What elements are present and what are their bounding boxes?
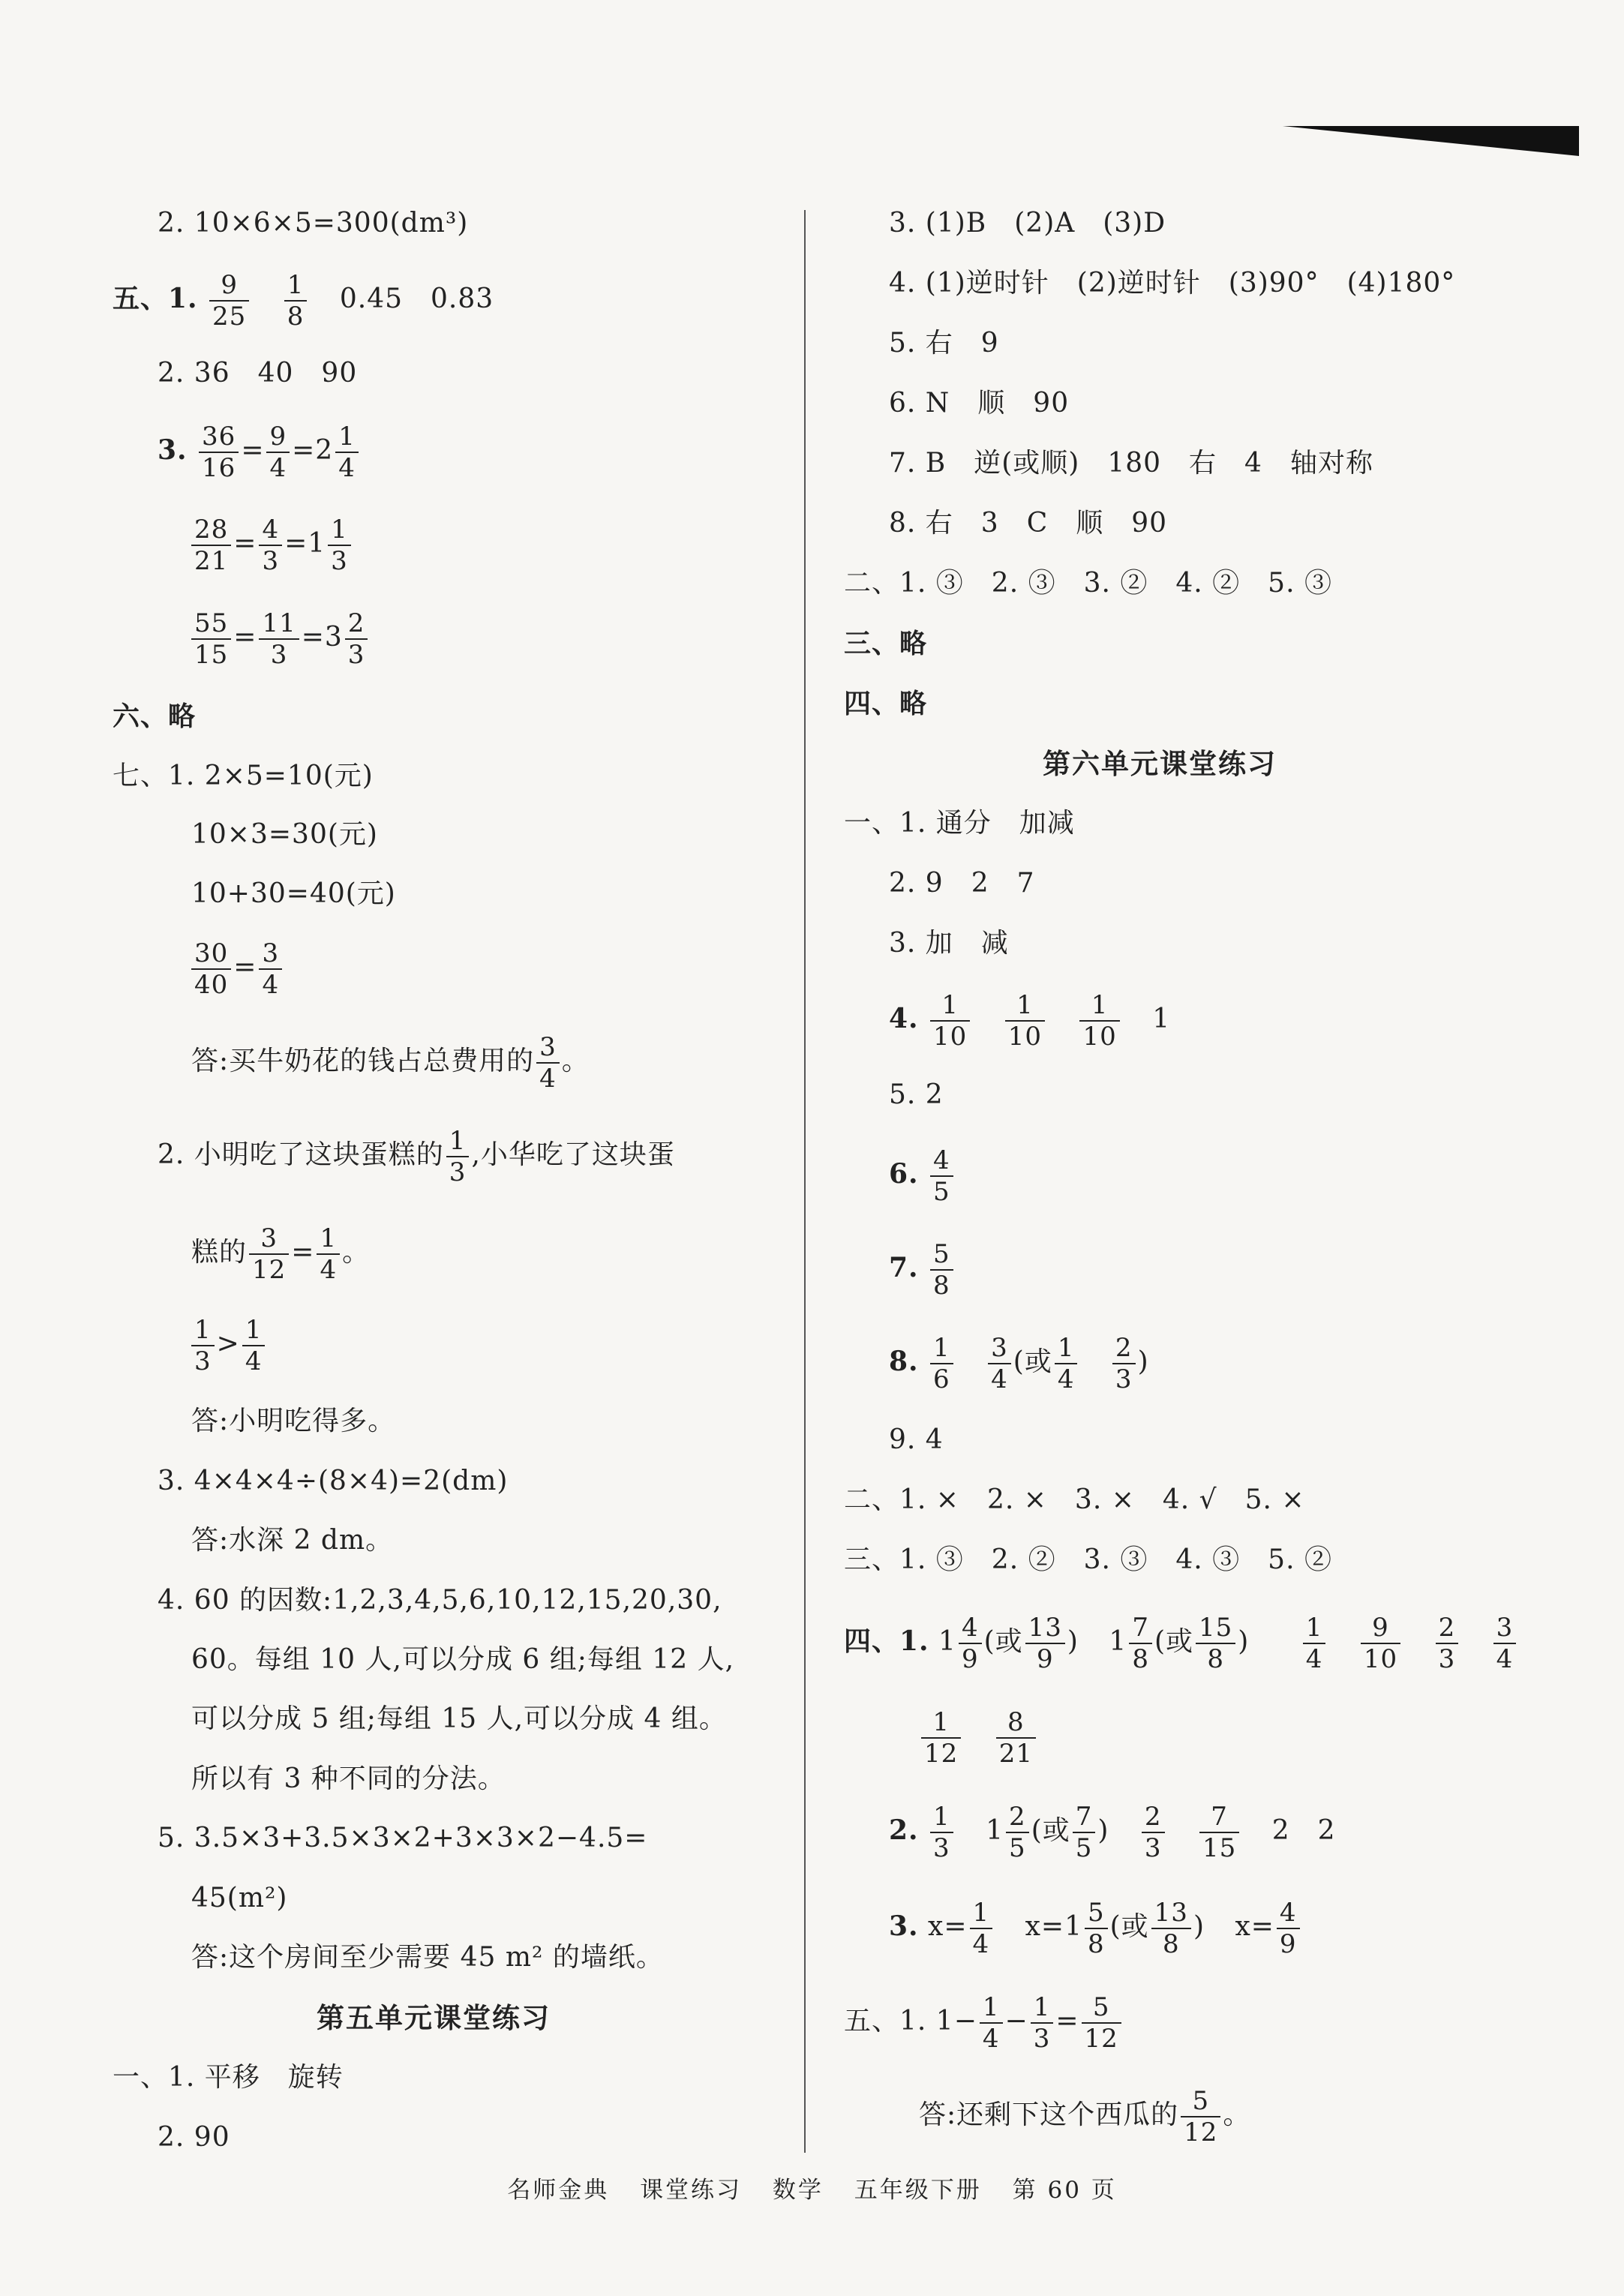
right-line-19: 二、1. × 2. × 3. × 4. √ 5. × — [844, 1484, 1305, 1515]
fraction: $\frac{1}{4}$ — [980, 1994, 1003, 2051]
right-line-26: 答:还剩下这个西瓜的 $\frac{5}{12}$ 。 — [919, 2086, 1251, 2147]
fraction: $\frac{5}{8}$ — [1085, 1900, 1108, 1957]
right-line-9: 四、略 — [844, 688, 928, 719]
right-line-24: 3. x= $\frac{1}{4}$ x=1 $\frac{5}{8}$ (或 $\frac{13}{8}$ ) x= $\frac{4}{9}$ — [889, 1896, 1302, 1956]
right-line-7: 二、1. ③ 2. ③ 3. ② 4. ② 5. ③ — [844, 568, 1332, 599]
left-line-20: 60。每组 10 人,可以分成 6 组;每组 12 人, — [191, 1644, 735, 1675]
left-line-8: 七、1. 2×5=10(元) — [113, 761, 374, 791]
fraction: $\frac{4}{3}$ — [259, 517, 282, 574]
fraction: $\frac{36}{16}$ — [199, 424, 239, 481]
right-line-21: 四、1. 1 $\frac{4}{9}$ (或 $\frac{13}{9}$ ) 1 $\frac{7}{8}$ (或 $\frac{15}{8}$ ) $\frac{1}{4}$ $\frac{9}{10}$ $\frac{2}{3}$ $\frac{3}{4}$ — [844, 1611, 1518, 1671]
fraction: $\frac{15}{8}$ — [1196, 1615, 1235, 1672]
fraction: $\frac{8}{21}$ — [996, 1709, 1036, 1766]
left-line-2: 五、1. $\frac{9}{25}$ $\frac{1}{8}$ 0.45 0.83 — [113, 270, 494, 332]
right-line-14: 5. 2 — [889, 1079, 944, 1110]
left-line-1: 2. 10×6×5=300(dm³) — [158, 208, 469, 239]
fraction: $\frac{9}{25}$ — [209, 272, 249, 329]
fraction: $\frac{1}{8}$ — [284, 272, 308, 329]
left-line-14: 糕的 $\frac{3}{12}$ = $\frac{1}{4}$ 。 — [191, 1223, 371, 1285]
fraction: $\frac{7}{8}$ — [1129, 1615, 1152, 1672]
fraction: $\frac{2}{3}$ — [1436, 1615, 1459, 1672]
fraction: $\frac{7}{15}$ — [1199, 1804, 1239, 1861]
right-line-10: 一、1. 通分 加减 — [844, 808, 1075, 839]
left-line-19: 4. 60 的因数:1,2,3,4,5,6,10,12,15,20,30, — [158, 1585, 722, 1616]
fraction: $\frac{2}{5}$ — [1006, 1804, 1029, 1861]
left-line-7: 六、略 — [113, 701, 197, 732]
right-line-5: 7. B 逆(或顺) 180 右 4 轴对称 — [889, 448, 1373, 479]
fraction: $\frac{4}{9}$ — [1277, 1900, 1300, 1957]
right-line-2: 4. (1)逆时针 (2)逆时针 (3)90° (4)180° — [889, 268, 1456, 299]
fraction: $\frac{7}{5}$ — [1073, 1804, 1096, 1861]
footer-grade: 五年级下册 — [854, 2177, 982, 2204]
fraction: $\frac{1}{3}$ — [930, 1804, 953, 1861]
right-line-3: 5. 右 9 — [889, 328, 999, 359]
right-line-6: 8. 右 3 C 顺 90 — [889, 508, 1168, 539]
left-line-13: 2. 小明吃了这块蛋糕的 $\frac{1}{3}$ ,小华吃了这块蛋 — [158, 1126, 675, 1187]
fraction: $\frac{11}{3}$ — [259, 611, 299, 668]
left-line-4: 3. $\frac{36}{16}$ = $\frac{9}{4}$ =2 $\frac{1}{4}$ — [158, 420, 361, 480]
fraction: $\frac{28}{21}$ — [191, 517, 231, 574]
fraction: $\frac{3}{4}$ — [536, 1034, 560, 1091]
fraction: $\frac{9}{10}$ — [1361, 1615, 1400, 1672]
fraction: $\frac{1}{6}$ — [930, 1335, 953, 1392]
left-line-12: 答:买牛奶花的钱占总费用的 $\frac{3}{4}$ 。 — [191, 1032, 590, 1094]
fraction: $\frac{1}{4}$ — [335, 424, 359, 481]
fraction: $\frac{5}{12}$ — [1082, 1994, 1121, 2051]
right-line-8: 三、略 — [844, 628, 928, 659]
left-line-5: $\frac{28}{21}$ = $\frac{4}{3}$ =1 $\frac{1}{3}$ — [189, 514, 353, 574]
fraction: $\frac{5}{8}$ — [930, 1241, 953, 1298]
left-line-24: 45(m²) — [191, 1883, 288, 1913]
left-line-3: 2. 36 40 90 — [158, 358, 358, 389]
fraction: $\frac{3}{4}$ — [988, 1335, 1011, 1392]
left-line-23: 5. 3.5×3+3.5×3×2+3×3×2−4.5= — [158, 1823, 648, 1853]
fraction: $\frac{1}{3}$ — [191, 1317, 215, 1374]
left-line-17: 3. 4×4×4÷(8×4)=2(dm) — [158, 1466, 509, 1496]
footer-page-number: 第 60 页 — [1012, 2177, 1117, 2204]
left-line-15: $\frac{1}{3}$ > $\frac{1}{4}$ — [189, 1314, 267, 1374]
section-title-unit6: 第六单元课堂练习 — [1043, 747, 1277, 780]
left-line-11: $\frac{30}{40}$ = $\frac{3}{4}$ — [189, 938, 284, 998]
left-line-16: 答:小明吃得多。 — [191, 1406, 396, 1436]
footer-series: 课堂练习 — [640, 2177, 743, 2204]
fraction: $\frac{4}{5}$ — [930, 1148, 953, 1205]
right-line-17: 8. $\frac{1}{6}$ $\frac{3}{4}$ (或 $\frac{1}{4}$ $\frac{2}{3}$ ) — [889, 1333, 1149, 1394]
right-line-18: 9. 4 — [889, 1424, 944, 1455]
fraction: $\frac{1}{4}$ — [317, 1226, 340, 1283]
fraction: $\frac{30}{40}$ — [191, 941, 231, 998]
fraction: $\frac{13}{9}$ — [1025, 1615, 1065, 1672]
fraction: $\frac{2}{3}$ — [345, 611, 368, 668]
column-divider — [804, 210, 806, 2153]
right-line-20: 三、1. ③ 2. ② 3. ③ 4. ③ 5. ② — [844, 1544, 1332, 1575]
right-line-23: 2. $\frac{1}{3}$ 1 $\frac{2}{5}$ (或 $\frac{7}{5}$ ) $\frac{2}{3}$ $\frac{7}{15}$ 2 2 — [889, 1802, 1336, 1863]
left-line-6: $\frac{55}{15}$ = $\frac{11}{3}$ =3 $\frac{2}{3}$ — [189, 608, 370, 668]
fraction: $\frac{13}{8}$ — [1151, 1900, 1191, 1957]
fraction: $\frac{5}{12}$ — [1181, 2088, 1220, 2145]
right-line-25: 五、1. 1− $\frac{1}{4}$ − $\frac{1}{3}$ = $\frac{5}{12}$ — [844, 1991, 1124, 2051]
fraction: $\frac{1}{10}$ — [1005, 992, 1045, 1049]
fraction: $\frac{1}{3}$ — [446, 1128, 470, 1185]
fraction: $\frac{1}{3}$ — [328, 517, 351, 574]
right-line-12: 3. 加 减 — [889, 928, 1009, 959]
fraction: $\frac{9}{4}$ — [266, 424, 290, 481]
left-line-27: 2. 90 — [158, 2122, 230, 2153]
fraction: $\frac{3}{12}$ — [249, 1226, 289, 1283]
fraction: $\frac{1}{10}$ — [1079, 992, 1119, 1049]
right-line-22 — [919, 1706, 1038, 1769]
right-line-13: 4. $\frac{1}{10}$ $\frac{1}{10}$ $\frac{1}{10}$ 1 — [889, 990, 1171, 1052]
fraction: $\frac{1}{3}$ — [1031, 1994, 1054, 2051]
fraction: $\frac{1}{10}$ — [930, 992, 970, 1049]
left-line-18: 答:水深 2 dm。 — [191, 1525, 394, 1556]
right-line-11: 2. 9 2 7 — [889, 868, 1035, 899]
fraction: $\frac{1}{4}$ — [1303, 1615, 1326, 1672]
right-line-4: 6. N 顺 90 — [889, 388, 1070, 419]
footer-brand: 名师金典 — [507, 2177, 610, 2204]
footer-subject: 数学 — [772, 2177, 824, 2204]
fraction: $\frac{2}{3}$ — [1112, 1335, 1136, 1392]
left-line-9: 10×3=30(元) — [191, 819, 378, 850]
left-line-21: 可以分成 5 组;每组 15 人,可以分成 4 组。 — [191, 1703, 727, 1734]
left-line-22: 所以有 3 种不同的分法。 — [191, 1763, 506, 1794]
fraction: $\frac{1}{4}$ — [242, 1317, 266, 1374]
left-line-26: 一、1. 平移 旋转 — [113, 2062, 344, 2093]
right-line-16: 7. $\frac{5}{8}$ — [889, 1238, 956, 1298]
fraction: $\frac{4}{9}$ — [959, 1615, 982, 1672]
right-line-1: 3. (1)B (2)A (3)D — [889, 208, 1166, 239]
left-line-10: 10+30=40(元) — [191, 878, 396, 909]
fraction: $\frac{1}{4}$ — [1055, 1335, 1078, 1392]
fraction: $\frac{3}{4}$ — [1493, 1615, 1517, 1672]
section-title-unit5: 第五单元课堂练习 — [317, 2001, 551, 2034]
fraction: $\frac{1}{4}$ — [970, 1900, 993, 1957]
corner-decoration — [1283, 126, 1579, 156]
left-line-25: 答:这个房间至少需要 45 m² 的墙纸。 — [191, 1942, 664, 1973]
fraction: $\frac{3}{4}$ — [259, 941, 282, 998]
fraction: $\frac{55}{15}$ — [191, 611, 231, 668]
fraction: $\frac{1}{12}$ — [921, 1709, 961, 1766]
fraction: $\frac{2}{3}$ — [1142, 1804, 1165, 1861]
right-line-15: 6. $\frac{4}{5}$ — [889, 1144, 956, 1204]
page-footer — [0, 2168, 1624, 2213]
